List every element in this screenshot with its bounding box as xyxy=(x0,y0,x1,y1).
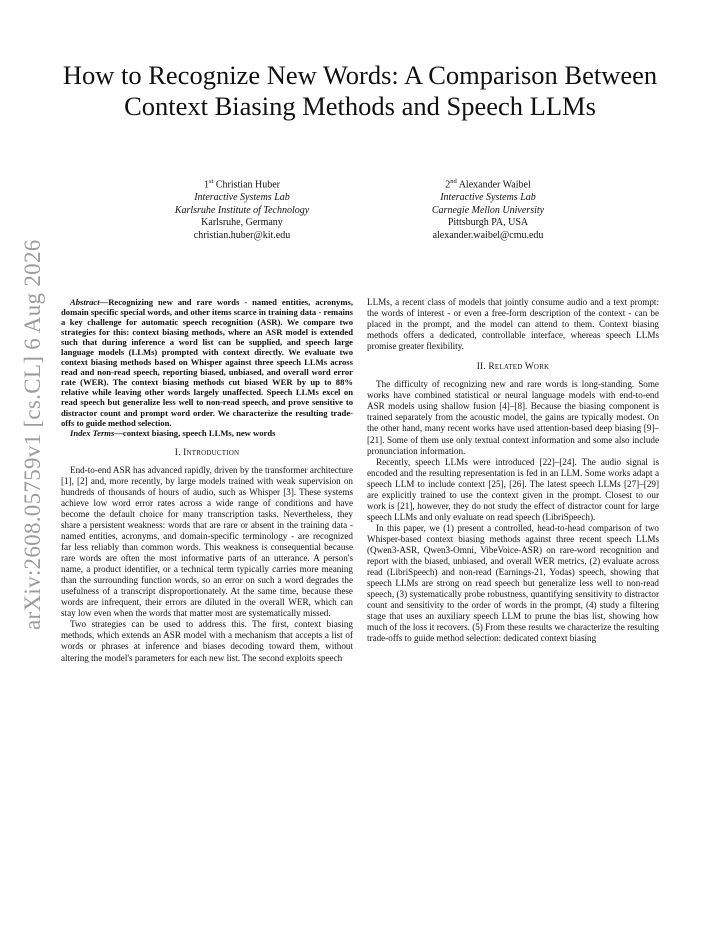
author-institution: Karlsruhe Institute of Technology xyxy=(174,204,310,216)
author-block-2 xyxy=(368,176,608,242)
abstract: Abstract—Recognizing new and rare words - named entities, acronyms, domain specific special words, and other items scarce in training data - remains a key challenge for automatic speech recognition (ASR). We compare two strategies for this: context biasing methods, where an ASR model is extended such that during inference a word list can be supplied, and speech large language models (LLMs) prompted with context directly. We evaluate two context biasing methods based on Whisper against three speech LLMs across read and non-read speech, reporting biased, unbiased, and overall word error rate (WER). The context biasing methods cut biased WER by up to 88% relative while leaving other words largely unaffected. Speech LLMs excel on read speech but generalize less well to non-read speech, and prove sensitive to distractor count and prompt word order. We characterize the resulting trade-offs to guide method selection. xyxy=(61,297,353,428)
author-name: 2nd Alexander Waibel xyxy=(445,178,531,191)
author-location: Karlsruhe, Germany xyxy=(201,217,283,229)
paragraph: In this paper, we (1) present a controlled, head-to-head comparison of two Whisper-based context biasing methods against three recent speech LLMs (Qwen3-ASR, Qwen3-Omni, VibeVoice-ASR) on rare-word recognition and report with the biased, unbiased, and overall WER metrics, (2) evaluate across read (LibriSpeech) and non-read (Earnings-21, Yodas) speech, showing that speech LLMs are strong on read speech but generalize less well to non-read speech, (3) systematically probe robustness, quantifying sensitivity to distractor count and sensitivity to the order of words in the prompt, (4) study a filtering stage that uses an auxiliary speech LLM to prune the bias list, showing how much of the loss it recovers. (5) From these results we characterize the resulting trade-offs to guide method selection: dedicated context biasing xyxy=(367,522,659,644)
arxiv-side-stamp: arXiv:2608.05759v1 [cs.CL] 6 Aug 2026 xyxy=(20,239,45,630)
paragraph: The difficulty of recognizing new and rare words is long-standing. Some works have combined statistical or neural language models with end-to-end ASR models using shallow fusion [4]–[8]. Because the biasing component is trained separately from the acoustic model, the gains are typically modest. On the other hand, many recent works have used attention-based deep biasing [9]–[21]. Some of them use only textual context information and some also include pronunciation information. xyxy=(367,379,659,456)
author-lab: Interactive Systems Lab xyxy=(194,191,290,203)
author-location: Pittsburgh PA, USA xyxy=(447,217,529,229)
section-heading-introduction: I. Introduction xyxy=(174,447,240,458)
paragraph: End-to-end ASR has advanced rapidly, driven by the transformer architecture [1], [2] and, more recently, by large models trained with weak supervision on hundreds of thousands of hours of audio, such as Whisper [3]. These systems achieve low word error rates across a wide range of conditions and have become the default choice for many transcription tasks. Nevertheless, they share a persistent weakness: words that are rare or absent in the training data - named entities, acronyms, and domain-specific terminology - are recognized far less reliably than common words. This weakness is consequential because rare words are often the most informative parts of an utterance. A person's name, a product identifier, or a technical term typically carries more meaning than the surrounding function words, so an error on such a word degrades the usefulness of a transcript disproportionately. At the same time, because these words are infrequent, their errors are diluted in the overall WER, which can stay low even when the words that matter most are systematically missed. xyxy=(61,464,353,619)
index-terms: Index Terms—context biasing, speech LLMs, new words xyxy=(70,427,276,438)
author-email[interactable]: christian.huber@kit.edu xyxy=(193,229,291,241)
author-institution: Carnegie Mellon University xyxy=(431,204,545,216)
author-email[interactable]: alexander.waibel@cmu.edu xyxy=(432,229,544,241)
author-lab: Interactive Systems Lab xyxy=(440,191,536,203)
paragraph: Recently, speech LLMs were introduced [22]–[24]. The audio signal is encoded and the resulting representation is fed in an LLM. Some works adapt a speech LLM to include context [25], [26]. The latest speech LLMs [27]–[29] are explicitly trained to use the context given in the prompt. Closest to our work is [21], however, they do not study the effect of distractor count for large speech LLMs and only evaluate on read speech (LibriSpeech). xyxy=(367,456,659,522)
paper-title: How to Recognize New Words: A Comparison Between Context Biasing Methods and Speech LLMs xyxy=(62,60,658,121)
author-name: 1st Christian Huber xyxy=(204,178,280,191)
right-column xyxy=(367,297,659,644)
author-block-1 xyxy=(122,176,362,242)
section-heading-related-work: II. Related Work xyxy=(476,362,550,373)
paragraph: LLMs, a recent class of models that jointly consume audio and a text prompt: the words of interest - or even a free-form description of the context - can be placed in the prompt, and the model can attend to them. Context biasing methods offers a dedicated, controllable interface, whereas speech LLMs promise greater flexibility. xyxy=(367,297,659,352)
paragraph: Two strategies can be used to address this. The first, context biasing methods, which extends an ASR model with a mechanism that accepts a list of words or phrases at inference and biases decoding toward them, without altering the model's parameters for each new list. The second exploits speech xyxy=(61,619,353,663)
left-column xyxy=(61,297,353,664)
